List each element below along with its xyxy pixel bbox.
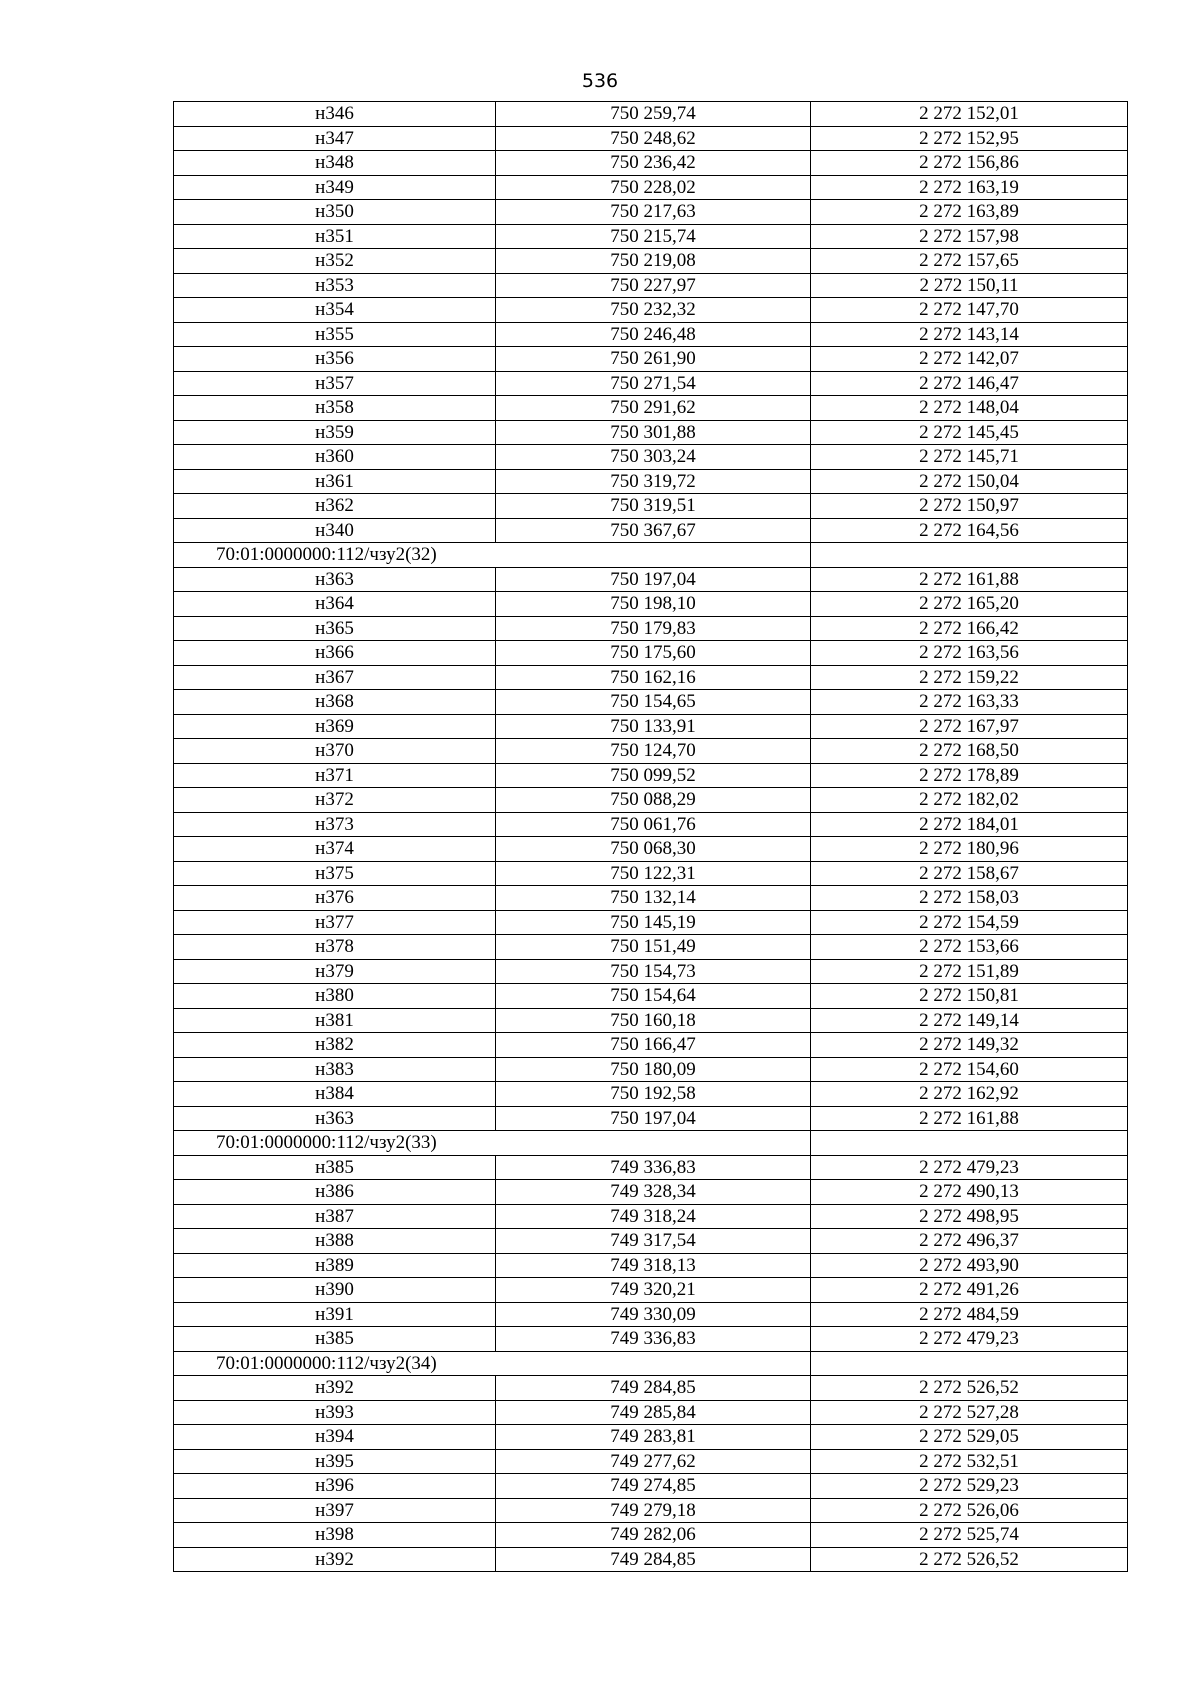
table-row [174,1474,1128,1499]
y-coordinate-cell: 2 272 526,52 [811,1547,1128,1572]
point-id-cell: н376 [174,886,496,911]
point-id-cell: н364 [174,592,496,617]
x-coordinate-cell: 749 317,54 [496,1229,811,1254]
x-coordinate-cell: 750 271,54 [496,371,811,396]
y-coordinate-cell: 2 272 167,97 [811,714,1128,739]
x-coordinate-cell: 750 179,83 [496,616,811,641]
x-coordinate-cell: 750 151,49 [496,935,811,960]
point-id-cell: н365 [174,616,496,641]
table-row [174,788,1128,813]
y-coordinate-cell: 2 272 157,98 [811,224,1128,249]
point-id-cell: н357 [174,371,496,396]
point-id-cell: н383 [174,1057,496,1082]
x-coordinate-cell: 750 367,67 [496,518,811,543]
y-coordinate-cell: 2 272 149,14 [811,1008,1128,1033]
point-id-cell: н389 [174,1253,496,1278]
table-row [174,347,1128,372]
point-id-cell: н363 [174,1106,496,1131]
table-row [174,984,1128,1009]
x-coordinate-cell: 749 284,85 [496,1376,811,1401]
x-coordinate-cell: 750 198,10 [496,592,811,617]
point-id-cell: н386 [174,1180,496,1205]
x-coordinate-cell: 750 319,51 [496,494,811,519]
x-coordinate-cell: 750 236,42 [496,151,811,176]
y-coordinate-cell: 2 272 484,59 [811,1302,1128,1327]
y-coordinate-cell: 2 272 142,07 [811,347,1128,372]
x-coordinate-cell: 750 192,58 [496,1082,811,1107]
x-coordinate-cell: 749 318,13 [496,1253,811,1278]
point-id-cell: н387 [174,1204,496,1229]
point-id-cell: н352 [174,249,496,274]
x-coordinate-cell: 749 282,06 [496,1523,811,1548]
point-id-cell: н363 [174,567,496,592]
x-coordinate-cell: 750 145,19 [496,910,811,935]
point-id-cell: н393 [174,1400,496,1425]
table-row [174,1523,1128,1548]
y-coordinate-cell: 2 272 161,88 [811,1106,1128,1131]
table-row [174,1057,1128,1082]
point-id-cell: н356 [174,347,496,372]
x-coordinate-cell: 750 301,88 [496,420,811,445]
x-coordinate-cell: 750 197,04 [496,567,811,592]
section-label: 70:01:0000000:112/чзу2(34) [174,1351,811,1376]
point-id-cell: н378 [174,935,496,960]
x-coordinate-cell: 750 068,30 [496,837,811,862]
point-id-cell: н379 [174,959,496,984]
y-coordinate-cell: 2 272 529,05 [811,1425,1128,1450]
y-coordinate-cell: 2 272 150,04 [811,469,1128,494]
point-id-cell: н347 [174,126,496,151]
table-row [174,175,1128,200]
table-row [174,1253,1128,1278]
y-coordinate-cell: 2 272 529,23 [811,1474,1128,1499]
x-coordinate-cell: 749 274,85 [496,1474,811,1499]
table-row [174,861,1128,886]
y-coordinate-cell: 2 272 159,22 [811,665,1128,690]
point-id-cell: н390 [174,1278,496,1303]
y-coordinate-cell: 2 272 496,37 [811,1229,1128,1254]
table-row [174,273,1128,298]
x-coordinate-cell: 750 099,52 [496,763,811,788]
point-id-cell: н350 [174,200,496,225]
point-id-cell: н381 [174,1008,496,1033]
point-id-cell: н371 [174,763,496,788]
x-coordinate-cell: 750 154,64 [496,984,811,1009]
table-row [174,1204,1128,1229]
table-row [174,420,1128,445]
y-coordinate-cell: 2 272 180,96 [811,837,1128,862]
table-row [174,935,1128,960]
x-coordinate-cell: 750 180,09 [496,1057,811,1082]
y-coordinate-cell: 2 272 148,04 [811,396,1128,421]
point-id-cell: н346 [174,102,496,127]
table-row [174,1547,1128,1572]
x-coordinate-cell: 750 217,63 [496,200,811,225]
y-coordinate-cell: 2 272 164,56 [811,518,1128,543]
table-row [174,739,1128,764]
point-id-cell: н351 [174,224,496,249]
x-coordinate-cell: 750 132,14 [496,886,811,911]
x-coordinate-cell: 750 166,47 [496,1033,811,1058]
table-row [174,1400,1128,1425]
x-coordinate-cell: 750 154,65 [496,690,811,715]
y-coordinate-cell: 2 272 146,47 [811,371,1128,396]
x-coordinate-cell: 750 175,60 [496,641,811,666]
x-coordinate-cell: 750 215,74 [496,224,811,249]
y-coordinate-cell: 2 272 493,90 [811,1253,1128,1278]
y-coordinate-cell: 2 272 154,59 [811,910,1128,935]
x-coordinate-cell: 749 318,24 [496,1204,811,1229]
y-coordinate-cell: 2 272 150,81 [811,984,1128,1009]
point-id-cell: н367 [174,665,496,690]
x-coordinate-cell: 750 219,08 [496,249,811,274]
table-row [174,200,1128,225]
y-coordinate-cell: 2 272 151,89 [811,959,1128,984]
table-row [174,1008,1128,1033]
x-coordinate-cell: 750 154,73 [496,959,811,984]
point-id-cell: н369 [174,714,496,739]
y-coordinate-cell: 2 272 163,33 [811,690,1128,715]
section-empty-cell [811,1351,1128,1376]
table-row [174,592,1128,617]
y-coordinate-cell: 2 272 161,88 [811,567,1128,592]
point-id-cell: н396 [174,1474,496,1499]
y-coordinate-cell: 2 272 154,60 [811,1057,1128,1082]
coordinates-table [173,101,1128,1572]
y-coordinate-cell: 2 272 156,86 [811,151,1128,176]
y-coordinate-cell: 2 272 157,65 [811,249,1128,274]
y-coordinate-cell: 2 272 526,06 [811,1498,1128,1523]
point-id-cell: н384 [174,1082,496,1107]
table-row [174,1449,1128,1474]
section-empty-cell [811,543,1128,568]
x-coordinate-cell: 750 088,29 [496,788,811,813]
x-coordinate-cell: 750 259,74 [496,102,811,127]
table-row [174,126,1128,151]
y-coordinate-cell: 2 272 184,01 [811,812,1128,837]
y-coordinate-cell: 2 272 491,26 [811,1278,1128,1303]
table-row [174,886,1128,911]
section-empty-cell [811,1131,1128,1156]
x-coordinate-cell: 750 162,16 [496,665,811,690]
x-coordinate-cell: 749 285,84 [496,1400,811,1425]
point-id-cell: н395 [174,1449,496,1474]
y-coordinate-cell: 2 272 149,32 [811,1033,1128,1058]
x-coordinate-cell: 750 232,32 [496,298,811,323]
y-coordinate-cell: 2 272 163,19 [811,175,1128,200]
table-row [174,249,1128,274]
point-id-cell: н388 [174,1229,496,1254]
point-id-cell: н361 [174,469,496,494]
table-row [174,1106,1128,1131]
x-coordinate-cell: 750 133,91 [496,714,811,739]
y-coordinate-cell: 2 272 525,74 [811,1523,1128,1548]
y-coordinate-cell: 2 272 163,56 [811,641,1128,666]
y-coordinate-cell: 2 272 168,50 [811,739,1128,764]
section-label: 70:01:0000000:112/чзу2(33) [174,1131,811,1156]
point-id-cell: н377 [174,910,496,935]
y-coordinate-cell: 2 272 498,95 [811,1204,1128,1229]
point-id-cell: н392 [174,1376,496,1401]
x-coordinate-cell: 750 227,97 [496,273,811,298]
point-id-cell: н385 [174,1155,496,1180]
table-row [174,1278,1128,1303]
point-id-cell: н362 [174,494,496,519]
section-row [174,1351,1128,1376]
x-coordinate-cell: 750 246,48 [496,322,811,347]
y-coordinate-cell: 2 272 527,28 [811,1400,1128,1425]
point-id-cell: н391 [174,1302,496,1327]
point-id-cell: н374 [174,837,496,862]
y-coordinate-cell: 2 272 163,89 [811,200,1128,225]
point-id-cell: н398 [174,1523,496,1548]
x-coordinate-cell: 750 122,31 [496,861,811,886]
table-row [174,812,1128,837]
x-coordinate-cell: 750 124,70 [496,739,811,764]
y-coordinate-cell: 2 272 166,42 [811,616,1128,641]
point-id-cell: н372 [174,788,496,813]
table-row [174,1180,1128,1205]
point-id-cell: н370 [174,739,496,764]
table-row [174,1425,1128,1450]
y-coordinate-cell: 2 272 150,11 [811,273,1128,298]
section-row [174,543,1128,568]
point-id-cell: н340 [174,518,496,543]
table-row [174,1155,1128,1180]
x-coordinate-cell: 749 336,83 [496,1155,811,1180]
x-coordinate-cell: 750 261,90 [496,347,811,372]
table-row [174,494,1128,519]
point-id-cell: н380 [174,984,496,1009]
x-coordinate-cell: 750 160,18 [496,1008,811,1033]
table-row [174,371,1128,396]
table-row [174,396,1128,421]
point-id-cell: н385 [174,1327,496,1352]
table-row [174,1302,1128,1327]
x-coordinate-cell: 750 319,72 [496,469,811,494]
table-row [174,665,1128,690]
x-coordinate-cell: 750 303,24 [496,445,811,470]
y-coordinate-cell: 2 272 182,02 [811,788,1128,813]
y-coordinate-cell: 2 272 145,71 [811,445,1128,470]
table-row [174,102,1128,127]
y-coordinate-cell: 2 272 158,03 [811,886,1128,911]
y-coordinate-cell: 2 272 145,45 [811,420,1128,445]
table-row [174,763,1128,788]
point-id-cell: н354 [174,298,496,323]
y-coordinate-cell: 2 272 143,14 [811,322,1128,347]
point-id-cell: н359 [174,420,496,445]
y-coordinate-cell: 2 272 526,52 [811,1376,1128,1401]
y-coordinate-cell: 2 272 152,95 [811,126,1128,151]
point-id-cell: н353 [174,273,496,298]
y-coordinate-cell: 2 272 490,13 [811,1180,1128,1205]
table-row [174,641,1128,666]
x-coordinate-cell: 749 279,18 [496,1498,811,1523]
point-id-cell: н358 [174,396,496,421]
x-coordinate-cell: 749 277,62 [496,1449,811,1474]
coordinates-table-body [174,102,1128,1572]
x-coordinate-cell: 750 228,02 [496,175,811,200]
x-coordinate-cell: 750 248,62 [496,126,811,151]
point-id-cell: н360 [174,445,496,470]
y-coordinate-cell: 2 272 152,01 [811,102,1128,127]
point-id-cell: н392 [174,1547,496,1572]
page-number: 536 [581,70,619,92]
section-row [174,1131,1128,1156]
x-coordinate-cell: 749 328,34 [496,1180,811,1205]
y-coordinate-cell: 2 272 153,66 [811,935,1128,960]
table-row [174,322,1128,347]
point-id-cell: н366 [174,641,496,666]
point-id-cell: н373 [174,812,496,837]
table-row [174,910,1128,935]
x-coordinate-cell: 750 061,76 [496,812,811,837]
y-coordinate-cell: 2 272 158,67 [811,861,1128,886]
table-row [174,151,1128,176]
y-coordinate-cell: 2 272 532,51 [811,1449,1128,1474]
table-row [174,224,1128,249]
table-row [174,714,1128,739]
y-coordinate-cell: 2 272 162,92 [811,1082,1128,1107]
point-id-cell: н394 [174,1425,496,1450]
section-label: 70:01:0000000:112/чзу2(32) [174,543,811,568]
x-coordinate-cell: 750 197,04 [496,1106,811,1131]
point-id-cell: н397 [174,1498,496,1523]
table-row [174,959,1128,984]
point-id-cell: н382 [174,1033,496,1058]
y-coordinate-cell: 2 272 165,20 [811,592,1128,617]
y-coordinate-cell: 2 272 479,23 [811,1327,1128,1352]
table-row [174,298,1128,323]
point-id-cell: н348 [174,151,496,176]
table-row [174,1082,1128,1107]
table-row [174,567,1128,592]
x-coordinate-cell: 749 284,85 [496,1547,811,1572]
table-row [174,445,1128,470]
point-id-cell: н368 [174,690,496,715]
table-row [174,1498,1128,1523]
table-row [174,690,1128,715]
x-coordinate-cell: 749 336,83 [496,1327,811,1352]
table-row [174,1327,1128,1352]
point-id-cell: н375 [174,861,496,886]
y-coordinate-cell: 2 272 178,89 [811,763,1128,788]
x-coordinate-cell: 749 320,21 [496,1278,811,1303]
table-row [174,1229,1128,1254]
x-coordinate-cell: 749 283,81 [496,1425,811,1450]
point-id-cell: н355 [174,322,496,347]
table-row [174,837,1128,862]
table-row [174,518,1128,543]
table-row [174,1376,1128,1401]
table-row [174,469,1128,494]
y-coordinate-cell: 2 272 479,23 [811,1155,1128,1180]
y-coordinate-cell: 2 272 147,70 [811,298,1128,323]
table-row [174,1033,1128,1058]
point-id-cell: н349 [174,175,496,200]
x-coordinate-cell: 749 330,09 [496,1302,811,1327]
x-coordinate-cell: 750 291,62 [496,396,811,421]
table-row [174,616,1128,641]
y-coordinate-cell: 2 272 150,97 [811,494,1128,519]
